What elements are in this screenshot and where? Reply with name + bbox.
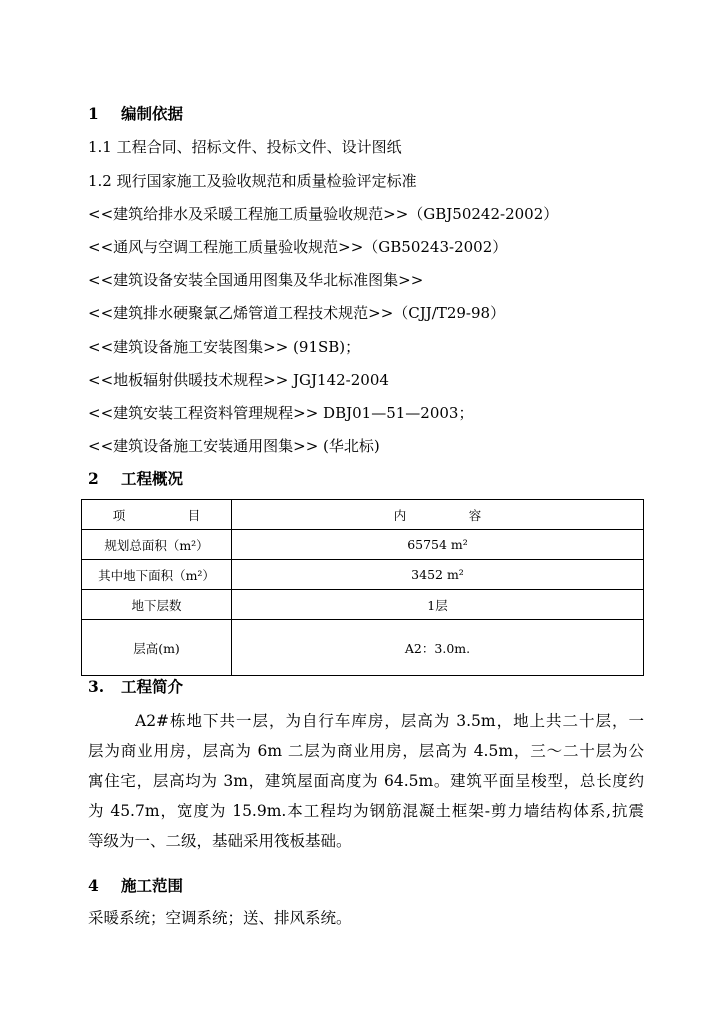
section-title: 编制依据 bbox=[121, 104, 184, 123]
section-number: 3. bbox=[88, 677, 105, 696]
table-row bbox=[82, 620, 644, 676]
paragraph-line: 寓住宅，层高均为 3m，建筑屋面高度为 64.5m。建筑平面呈梭型，总长度约 bbox=[88, 772, 644, 790]
table-header-cell: 内 容 bbox=[232, 500, 644, 530]
table-header-row bbox=[82, 500, 644, 530]
section-number: 4 bbox=[88, 876, 99, 895]
basis-item: <<通风与空调工程施工质量验收规范>>（GB50243-2002） bbox=[88, 238, 508, 256]
section-4-heading bbox=[88, 876, 183, 896]
section-1-heading bbox=[88, 104, 183, 124]
basis-item: <<建筑设备施工安装图集>> (91SB)； bbox=[88, 338, 361, 356]
table-cell: 地下层数 bbox=[82, 590, 232, 620]
paragraph-line: 层为商业用房，层高为 6m 二层为商业用房，层高为 4.5m，三～二十层为公 bbox=[88, 742, 644, 760]
section-3-heading bbox=[88, 677, 183, 697]
basis-item: <<建筑安装工程资料管理规程>> DBJ01—51—2003； bbox=[88, 404, 474, 422]
table-cell: 65754 m² bbox=[232, 530, 644, 560]
section-2-heading bbox=[88, 469, 183, 489]
basis-item: <<建筑设备施工安装通用图集>> (华北标) bbox=[88, 437, 380, 455]
table-row bbox=[82, 530, 644, 560]
table-cell: A2：3.0m. bbox=[232, 620, 644, 676]
section-title: 施工范围 bbox=[121, 876, 184, 895]
section-number: 1 bbox=[88, 104, 99, 123]
table-cell: 层高(m) bbox=[82, 620, 232, 676]
basis-item: <<建筑给排水及采暖工程施工质量验收规范>>（GBJ50242-2002） bbox=[88, 205, 559, 223]
basis-item: 1.1 工程合同、招标文件、投标文件、设计图纸 bbox=[88, 138, 402, 156]
table-cell: 3452 m² bbox=[232, 560, 644, 590]
paragraph-line: 为 45.7m，宽度为 15.9m.本工程均为钢筋混凝土框架-剪力墙结构体系,抗震 bbox=[88, 802, 644, 820]
table-cell: 规划总面积（m²） bbox=[82, 530, 232, 560]
basis-item: 1.2 现行国家施工及验收规范和质量检验评定标准 bbox=[88, 172, 417, 190]
paragraph-line: 等级为一、二级，基础采用筏板基础。 bbox=[88, 832, 352, 850]
project-overview-table bbox=[81, 499, 644, 676]
basis-item: <<建筑设备安装全国通用图集及华北标准图集>> bbox=[88, 271, 424, 289]
table-row bbox=[82, 560, 644, 590]
basis-item: <<地板辐射供暖技术规程>> JGJ142-2004 bbox=[88, 371, 389, 389]
table-cell: 其中地下面积（m²） bbox=[82, 560, 232, 590]
section-title: 工程简介 bbox=[121, 677, 184, 696]
section-number: 2 bbox=[88, 469, 99, 488]
section-title: 工程概况 bbox=[121, 469, 184, 488]
table-cell: 1层 bbox=[232, 590, 644, 620]
table-row bbox=[82, 590, 644, 620]
construction-scope: 采暖系统；空调系统；送、排风系统。 bbox=[88, 909, 352, 927]
table-header-cell: 项 目 bbox=[82, 500, 232, 530]
project-intro-paragraph bbox=[88, 706, 644, 856]
basis-item: <<建筑排水硬聚氯乙烯管道工程技术规范>>（CJJ/T29-98） bbox=[88, 304, 506, 322]
paragraph-line: A2#栋地下共一层，为自行车库房，层高为 3.5m，地上共二十层，一 bbox=[135, 712, 644, 730]
